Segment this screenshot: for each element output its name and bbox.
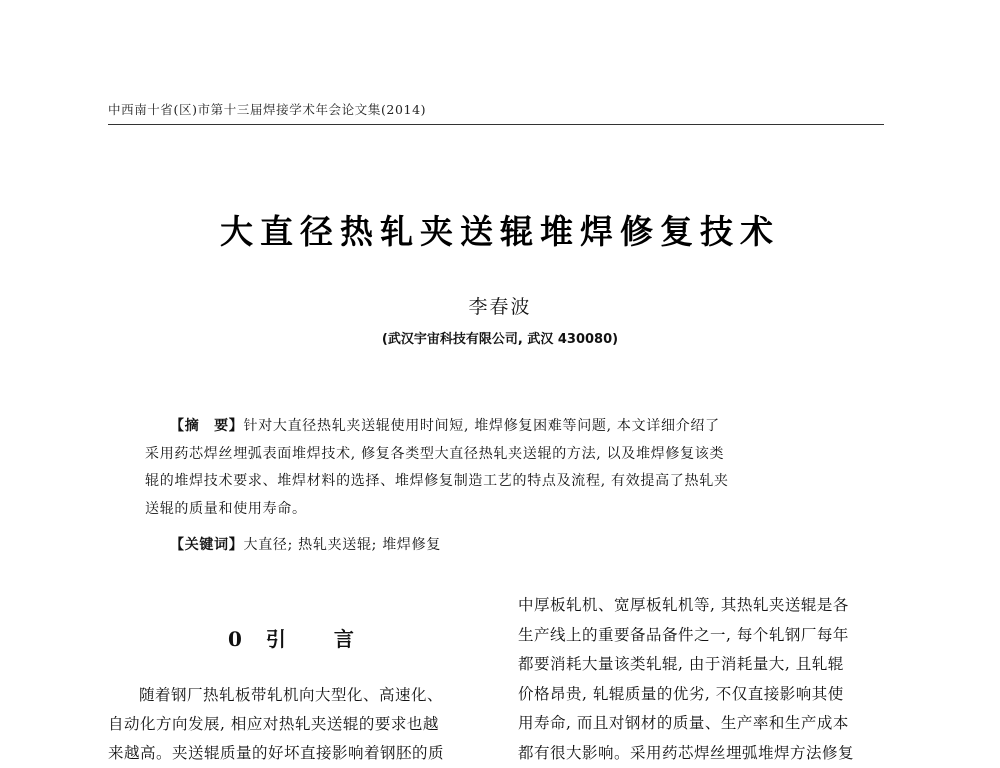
keywords-label: 【关键词】 — [170, 537, 244, 553]
abstract — [145, 413, 865, 523]
header-rule — [108, 124, 884, 125]
paragraph-line: 来越高。夹送辊质量的好坏直接影响着钢胚的质 — [108, 739, 498, 768]
abstract-text: 针对大直径热轧夹送辊使用时间短, 堆焊修复困难等问题, 本文详细介绍了 — [244, 418, 720, 434]
abstract-line: 辊的堆焊技术要求、堆焊材料的选择、堆焊修复制造工艺的特点及流程, 有效提高了热轧夹 — [145, 468, 865, 496]
running-header: 中西南十省(区)市第十三届焊接学术年会论文集(2014) — [108, 100, 426, 118]
body-right-column — [518, 591, 890, 768]
keywords — [170, 535, 441, 555]
author-affiliation: (武汉宇宙科技有限公司, 武汉 430080) — [0, 328, 1000, 347]
paragraph-line: 自动化方向发展, 相应对热轧夹送辊的要求也越 — [108, 710, 498, 739]
abstract-line: 送辊的质量和使用寿命。 — [145, 496, 865, 524]
paragraph-line: 价格昂贵, 轧辊质量的优劣, 不仅直接影响其使 — [518, 680, 890, 710]
paragraph-line: 都有很大影响。采用药芯焊丝埋弧堆焊方法修复 — [518, 739, 890, 768]
section-title-char: 引 — [266, 627, 286, 651]
paragraph-line: 随着钢厂热轧板带轧机向大型化、高速化、 — [108, 681, 498, 710]
abstract-line — [145, 413, 865, 441]
section-number: 0 — [228, 627, 242, 651]
paragraph-line: 中厚板轧机、宽厚板轧机等, 其热轧夹送辊是各 — [518, 591, 890, 621]
body-left-column — [108, 681, 498, 768]
author-name: 李春波 — [0, 292, 1000, 319]
section-title-char: 言 — [334, 627, 354, 651]
paragraph-line: 生产线上的重要备品备件之一, 每个轧钢厂每年 — [518, 621, 890, 651]
abstract-line: 采用药芯焊丝埋弧表面堆焊技术, 修复各类型大直径热轧夹送辊的方法, 以及堆焊修复该类 — [145, 441, 865, 469]
paper-title: 大直径热轧夹送辊堆焊修复技术 — [0, 206, 1000, 253]
abstract-label: 【摘 要】 — [170, 418, 244, 434]
paragraph-line: 都要消耗大量该类轧辊, 由于消耗量大, 且轧辊 — [518, 650, 890, 680]
paragraph-line: 用寿命, 而且对钢材的质量、生产率和生产成本 — [518, 709, 890, 739]
section-heading — [228, 623, 354, 652]
keywords-text: 大直径; 热轧夹送辊; 堆焊修复 — [244, 537, 442, 553]
